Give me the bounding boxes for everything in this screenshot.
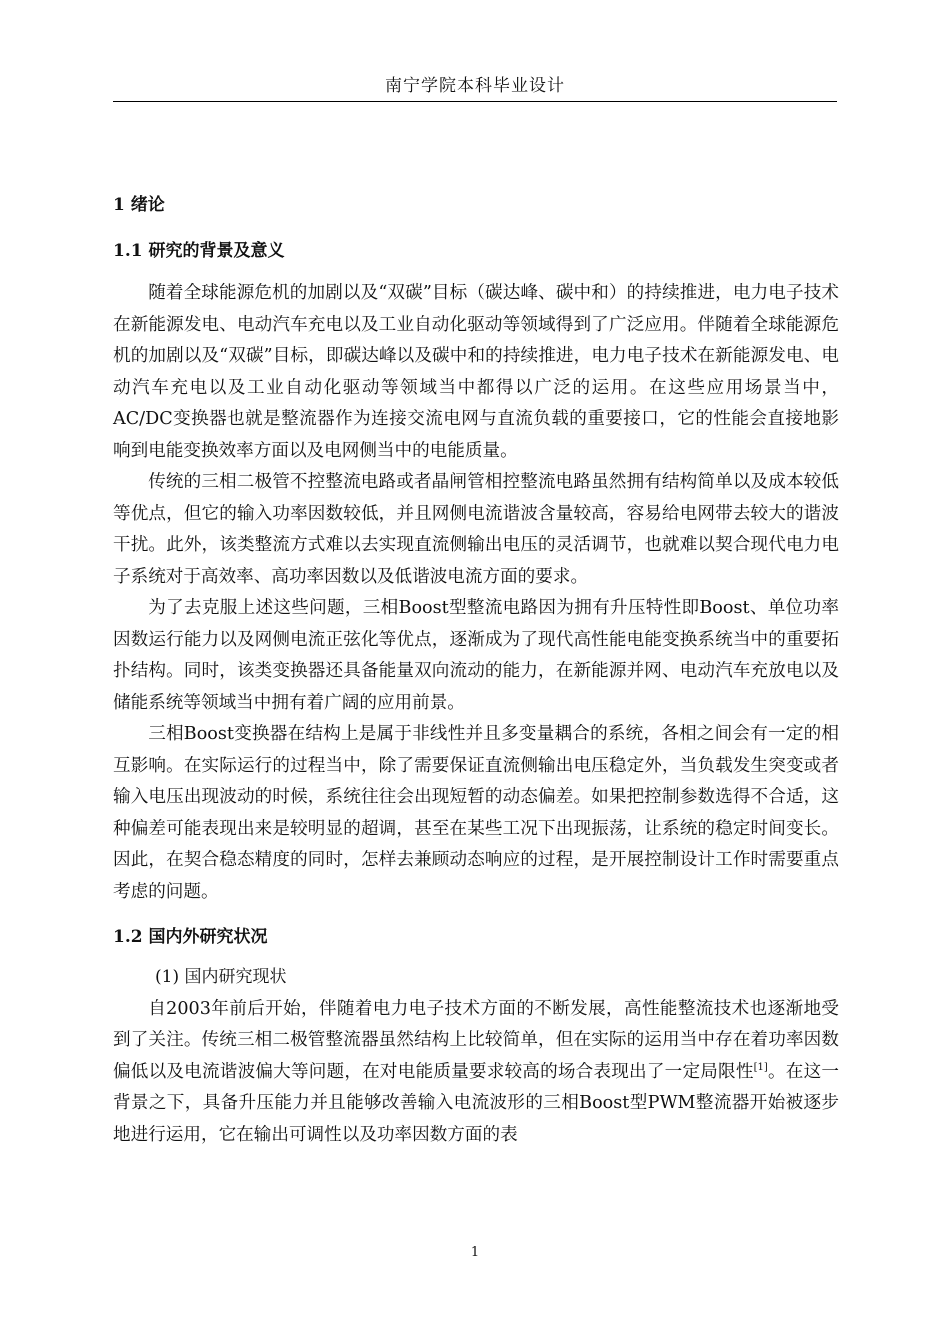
paragraph: 随着全球能源危机的加剧以及“双碳”目标（碳达峰、碳中和）的持续推进，电力电子技术在新能源发电、电动汽车充电以及工业自动化驱动等领域得到了广泛应用。伴随着全球能源危机的加剧以及“双碳”目标，即碳达峰以及碳中和的持续推进，电力电子技术在新能源发电、电动汽车充电以及工业自动化驱动等领域当中都得以广泛的运用。在这些应用场景当中，AC/DC变换器也就是整流器作为连接交流电网与直流负载的重要接口，它的性能会直接地影响到电能变换效率方面以及电网侧当中的电能质量。 (113, 283, 839, 461)
page-body (113, 191, 839, 1151)
paragraph-text: 自2003年前后开始，伴随着电力电子技术方面的不断发展，高性能整流技术也逐渐地受到了关注。传统三相二极管整流器虽然结构上比较简单，但在实际的运用当中存在着功率因数偏低以及电流谐波偏大等问题，在对电能质量要求较高的场合表现出了一定局限性 (113, 998, 839, 1082)
citation-reference[interactable]: [1] (753, 1061, 768, 1073)
subsection-label: (1) 国内研究现状 (155, 967, 287, 987)
paragraph-text: 。在这一背景之下，具备升压能力并且能够改善输入电流波形的三相Boost型PWM整流器开始被逐步地进行运用，它在输出可调性以及功率因数方面的表 (113, 1061, 839, 1145)
paragraph: 三相Boost变换器在结构上是属于非线性并且多变量耦合的系统，各相之间会有一定的相互影响。在实际运行的过程当中，除了需要保证直流侧输出电压稳定外，当负载发生突变或者输入电压出现波动的时候，系统往往会出现短暂的动态偏差。如果把控制参数选得不合适，这种偏差可能表现出来是较明显的超调，甚至在某些工况下出现振荡，让系统的稳定时间变长。因此，在契合稳态精度的同时，怎样去兼顾动态响应的过程，是开展控制设计工作时需要重点考虑的问题。 (113, 724, 839, 902)
chapter-heading: 1 绪论 (113, 195, 165, 215)
page-number: 1 (470, 1245, 480, 1260)
header-divider (113, 101, 837, 102)
page-header-title: 南宁学院本科毕业设计 (385, 76, 565, 96)
paragraph: 传统的三相二极管不控整流电路或者晶闸管相控整流电路虽然拥有结构简单以及成本较低等优点，但它的输入功率因数较低，并且网侧电流谐波含量较高，容易给电网带去较大的谐波干扰。此外，该类整流方式难以去实现直流侧输出电压的灵活调节，也就难以契合现代电力电子系统对于高效率、高功率因数以及低谐波电流方面的要求。 (113, 472, 839, 587)
paragraph (113, 994, 839, 1152)
section-heading-1-1: 1.1 研究的背景及意义 (113, 241, 285, 261)
section-heading-1-2: 1.2 国内外研究状况 (113, 927, 268, 947)
paragraph: 为了去克服上述这些问题，三相Boost型整流电路因为拥有升压特性即Boost、单位功率因数运行能力以及网侧电流正弦化等优点，逐渐成为了现代高性能电能变换系统当中的重要拓扑结构。同时，该类变换器还具备能量双向流动的能力，在新能源并网、电动汽车充放电以及储能系统等领域当中拥有着广阔的应用前景。 (113, 598, 839, 713)
